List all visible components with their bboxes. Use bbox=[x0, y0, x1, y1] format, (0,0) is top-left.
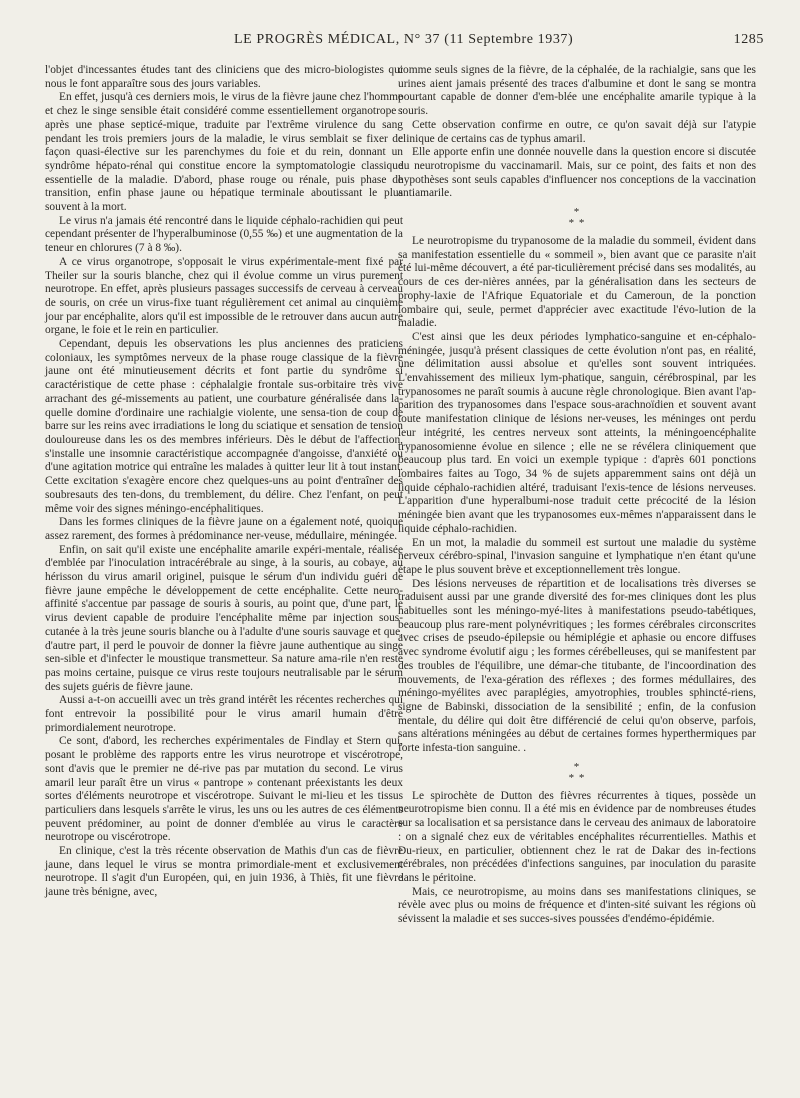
page-number: 1285 bbox=[733, 32, 764, 47]
right-section-spirochete bbox=[398, 790, 756, 927]
paragraph: A ce virus organotrope, s'opposait le virus expérimentale-ment fixé par Theiler sur la souris blanche, chez qui il évolue comme un virus purement neurotrope. En effet, après plusieurs passages successifs de cerveau à cerveau de souris, on crée un virus-fixe tuant régulièrement cet animal au cinquième jour par encéphalite, alors qu'il est impossible de le retrouver dans aucun autre organe, le foie et le rein en particulier. bbox=[45, 255, 403, 337]
section-separator bbox=[398, 762, 756, 784]
asterism-bottom: * * bbox=[568, 217, 586, 230]
paragraph: Aussi a-t-on accueilli avec un très grand intérêt les récentes recherches qui font entrevoir la possibilité pour le virus amaril humain d'être primordialement neurotrope. bbox=[45, 694, 403, 734]
continued-paragraph: comme seuls signes de la fièvre, de la céphalée, de la rachialgie, sans que les urines aient jamais présenté des traces d'albumine et dont le sang se montra pourtant capable de donner d'em-blée une encéphalite amarile typique à la souris. bbox=[398, 64, 756, 118]
right-column bbox=[398, 64, 756, 927]
paragraph: Enfin, on sait qu'il existe une encéphalite amarile expéri-mentale, réalisée d'emblée par l'inoculation intracérébrale au singe, à la souris, au cobaye, au hérisson du virus amaril originel, puisque le sérum d'un individu guéri de fièvre jaune empêche le développement de cette encéphalite. Cette neuro-affinité s'accentue par passage de souris à souris, au point que, d'une part, le virus devient capable de produire l'encéphalite même par injection sous-cutanée à la très jeune souris blanche ou à l'adulte d'une souris sauvage et que, d'autre part, il perd le pouvoir de donner la fièvre jaune authentique au singe sen-sible et d'infecter le moustique transmetteur. Sa nature ama-rile n'en reste pas moins certaine, puisque ce virus reste toujours neutralisable par le sérum des sujets guéris de fièvre jaune. bbox=[45, 543, 403, 693]
paragraph: Mais, ce neurotropisme, au moins dans ses manifestations cliniques, se révèle avec plus ou moins de fréquence et d'inten-sité suivant les régions où sévissent la maladie et ses succes-sives poussées d'endémo-épidémie. bbox=[398, 885, 756, 926]
right-section-yellow-fever bbox=[398, 64, 756, 201]
paragraph: Ce sont, d'abord, les recherches expérimentales de Findlay et Stern qui, posant le problème des rapports entre les virus neurotrope et viscérotrope, sont d'avis que le premier ne dé-rive pas par mutation du second. Le virus amaril leur paraît être un virus « pantrope » contenant préexistants les deux sortes d'éléments neurotrope et viscérotrope. Suivant le mi-lieu et les tissus particuliers dans lesquels s'arrête le virus, les uns ou les autres de ces éléments peuvent prédominer, au point de donner d'emblée au virus le caractère neurotrope ou viscérotrope. bbox=[45, 735, 403, 844]
paragraph: Elle apporte enfin une donnée nouvelle dans la question encore si discutée du neurotropisme du vaccinamaril. Mais, sur ce point, des faits et non des hypothèses sont seuls capables d'influencer nos conceptions de la vaccination antiamarile. bbox=[398, 146, 756, 200]
paragraph: En clinique, c'est la très récente observation de Mathis d'un cas de fièvre jaune, dans lequel le virus se montra primordiale-ment et exclusivement neurotrope. Il s'agit d'un Européen, qui, en juin 1936, à Thiès, fit une fièvre jaune très bénigne, avec, bbox=[45, 845, 403, 899]
paragraph: Le virus n'a jamais été rencontré dans le liquide céphalo-rachidien qui peut cependant présenter de l'hyperalbuminose (0,55 ‰) et une augmentation de la teneur en chlorures (7 à 8 ‰). bbox=[45, 214, 403, 255]
right-section-trypanosome bbox=[398, 235, 756, 756]
left-column bbox=[45, 64, 403, 900]
paragraph: Des lésions nerveuses de répartition et de localisations très diverses se traduisent aussi par une grande diversité des for-mes cliniques dont les plus habituelles sont les méningo-myé-lites à manifestations pseudo-tabétiques, beaucoup plus rare-ment polynévritiques ; les formes cérébrales circonscrites avec crises de pseudo-épilepsie ou hémiplégie et aphasie ou encore diffuses avec syndrome évolutif aigu ; les formes cérébelleuses, qui se manifestent par des troubles de l'équilibre, une démar-che titubante, de l'incoordination des mouvements, de l'exa-gération des réflexes ; des formes médullaires, des méningo-myélites avec paraplégies, amyotrophies, troubles sphincté-riens, signe de Babinski, dissociation de la sensibilité ; enfin, de la confusion mentale, du délire qui doit être différencié de celui qu'on observe, parfois, sans altérations méningées au début de certaines formes hyperthermiques par forte infesta-tion sanguine. . bbox=[398, 577, 756, 755]
asterism-top: * bbox=[573, 760, 581, 773]
paragraph: Le neurotropisme du trypanosome de la maladie du sommeil, évident dans sa manifestation essentielle du « sommeil », bien avant que ce parasite n'ait été lui-même découvert, a été par-ticulièrement précisé dans ses modalités, au cours de ces der-nières années, par la généralisation dans les secteurs de prophy-laxie de l'Afrique Equatoriale et du Cameroun, de la ponction lombaire qui, seule, permet d'apprécier avec exactitude l'évo-lution de la maladie. bbox=[398, 235, 756, 330]
asterism-top: * bbox=[573, 206, 581, 219]
paragraph: Le spirochète de Dutton des fièvres récurrentes à tiques, possède un neurotropisme bien connu. Il a été mis en évidence par de nombreuses études sur sa localisation et sa persistance dans le cerveau des animaux de laboratoire : on a signalé chez eux de véritables encéphalites récurrentielles. Mathis et Du-rieux, en particulier, obtiennent chez le rat de Dakar des in-fections cérébrales, non précédées d'infections sanguines, par inoculation du parasite dans le péritoine. bbox=[398, 789, 756, 884]
paragraph: C'est ainsi que les deux périodes lymphatico-sanguine et en-céphalo-méningée, jusqu'à présent classiques de cette évolution n'ont pas, en réalité, une délimitation aussi absolue et qu'elles sont souvent intriquées. L'envahissement des milieux lym-phatique, sanguin, cérébrospinal, par les trypanosomes ne paraît soumis à aucune règle chronologique. Bien avant l'ap-parition des trypanosomes dans l'espace sous-arachnoïdien et souvent avant toute manifestation clinique de lésions ner-veuses, les méninges ont perdu leur intégrité, les centres nerveux sont atteints, la méningoencéphalite trypanosomienne évolue en silence ; elle ne se révélera cliniquement que beaucoup plus tard. En voici un exemple typique : d'après 601 ponctions lombaires faites au Togo, 34 % de sujets apparemment sains ont déjà un liquide céphalo-rachidien altéré, traduisant l'exis-tence de lésions nerveuses. L'apparition d'une hyperalbumi-nose traduit cette précocité de la lésion méningée bien avant que les trypanosomes eux-mêmes n'apparaissent dans le liquide céphalo-rachidien. bbox=[398, 330, 756, 535]
paragraph: Cependant, depuis les observations les plus anciennes des praticiens coloniaux, les symptômes nerveux de la phase rouge classique de la fièvre jaune ont été minutieusement décrits et font partie du syndrôme si caractéristique de cette phase : céphalalgie frontale sus-orbitaire très vive arrachant des gé-missements au patient, une courbature généralisée dans la-quelle domine d'ordinaire une rachialgie violente, une sensa-tion de coup de barre sur les reins avec irradiations le long du sciatique et sensation de tension douloureuse dans les os des membres inférieurs. Dès le début de l'affection, s'installe une insomnie caractéristique accompagnée d'angoisse, d'anxiété ou d'une agitation motrice qui entraîne les malades à quitter leur lit à tout instant. Cette excitation s'exagère encore chez quelques-uns au point d'entraîner des soubresauts des ten-dons, du tremblement, du délire. Chez l'enfant, on peut même voir des signes méningo-encéphalitiques. bbox=[45, 338, 403, 515]
paragraph: En un mot, la maladie du sommeil est surtout une maladie du système nerveux cérébro-spinal, l'invasion sanguine et lymphatique n'en étant qu'une étape le plus souvent brève et exceptionnellement très longue. bbox=[398, 536, 756, 576]
section-separator bbox=[398, 207, 756, 229]
paragraph: En effet, jusqu'à ces derniers mois, le virus de la fièvre jaune chez l'homme et chez le singe sensible était considéré comme essentiellement organotrope : après une phase septicé-mique, traduite par l'extrême virulence du sang pendant les trois premiers jours de la maladie, le virus semblait se fixer de façon quasi-élective sur les parenchymes du foie et du rein, donnant un syndrôme hépato-rénal qui constitue encore la symptomatologie classique essentielle de la maladie. D'abord, phase rouge ou rénale, puis phase de transition, enfin phase jaune ou hépatique terminale aboutissant le plus souvent à la mort. bbox=[45, 91, 403, 214]
paragraph: Cette observation confirme en outre, ce qu'on savait déjà sur l'atypie clinique de certains cas de typhus amaril. bbox=[398, 118, 756, 145]
continued-paragraph: l'objet d'incessantes études tant des cliniciens que des micro-biologistes qui nous le font apparaître sous des jours variables. bbox=[45, 64, 403, 90]
asterism-bottom: * * bbox=[568, 771, 586, 784]
running-title: LE PROGRÈS MÉDICAL, N° 37 (11 Septembre 1937) bbox=[234, 32, 574, 47]
running-header bbox=[36, 32, 764, 54]
paragraph: Dans les formes cliniques de la fièvre jaune on a également noté, quoique assez rarement, des formes à prédominance ner-veuse, médullaire, méningée. bbox=[45, 516, 403, 542]
